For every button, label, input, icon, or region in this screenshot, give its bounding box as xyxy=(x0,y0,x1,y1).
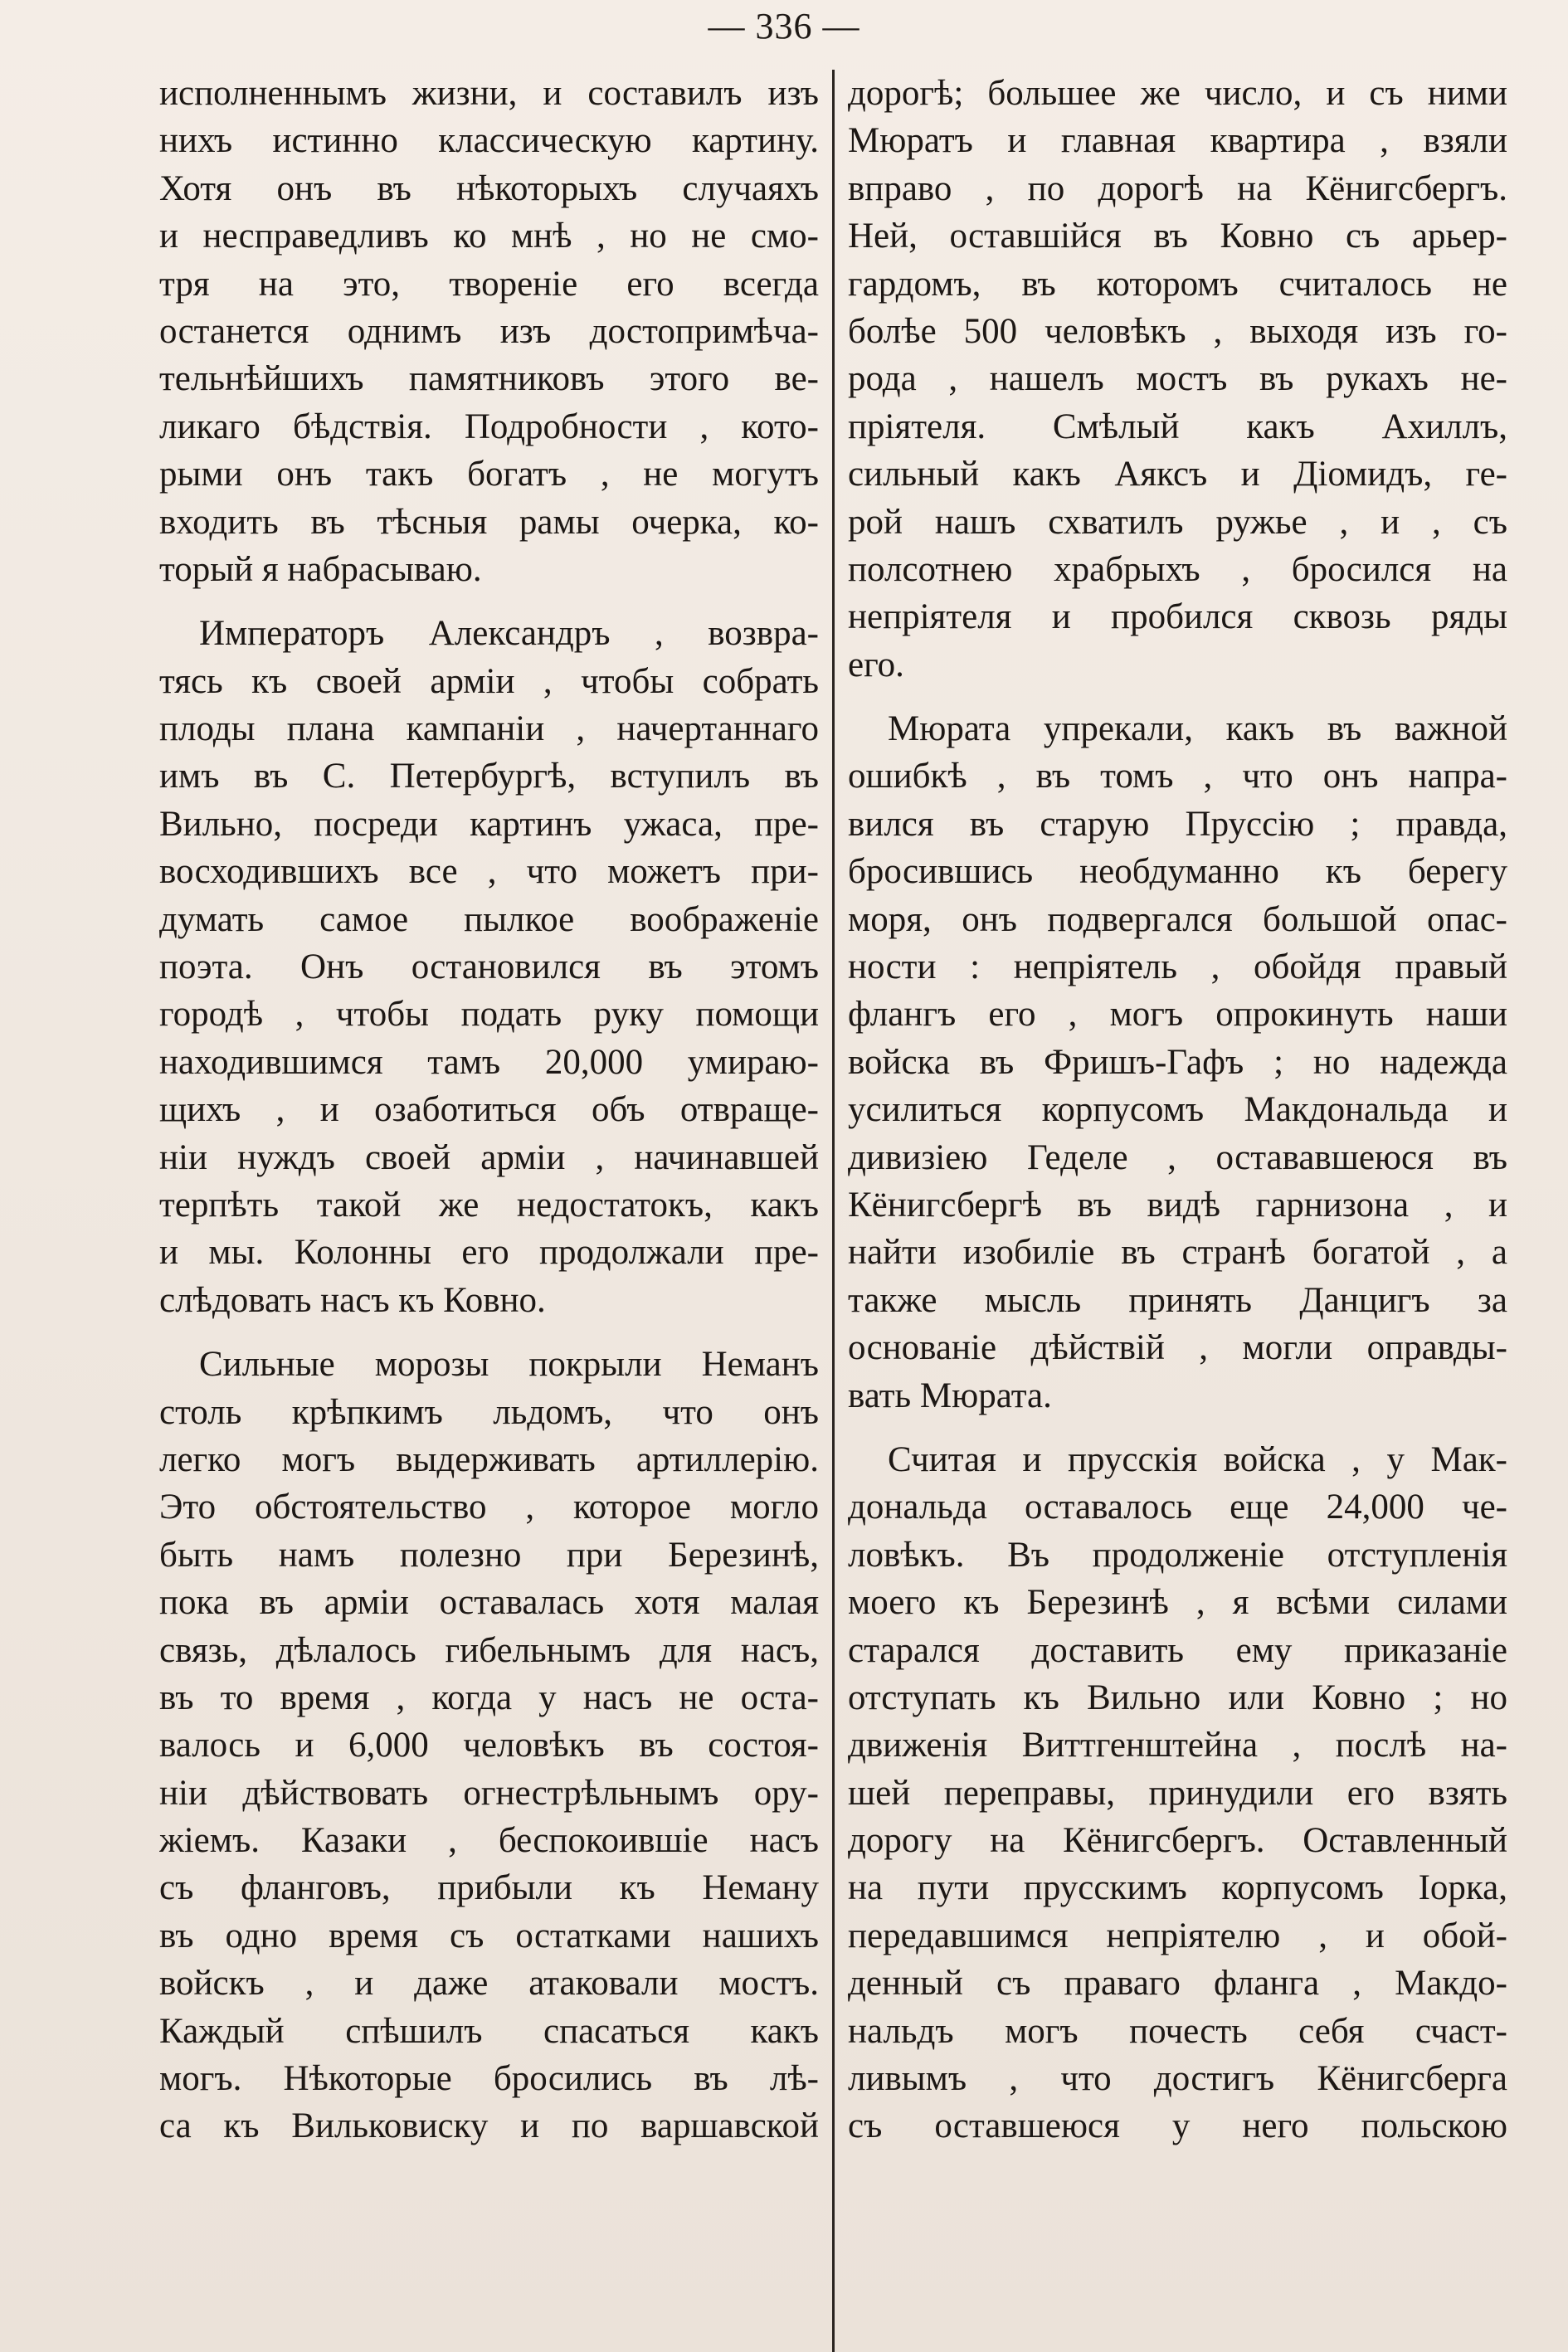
text-line: легко могъ выдерживать артиллерію. xyxy=(159,1439,819,1479)
text-line: нальдъ могъ почесть себя счаст- xyxy=(848,2011,1507,2051)
text-line: въ одно время съ остатками нашихъ xyxy=(159,1916,819,1955)
text-line: вать Мюрата. xyxy=(848,1376,1052,1415)
text-line: исполненнымъ жизни, и составилъ изъ xyxy=(159,74,819,113)
text-line: плоды плана кампаніи , начертаннаго xyxy=(159,709,819,749)
text-line: тельнѣйшихъ памятниковъ этого ве- xyxy=(159,359,819,399)
text-line: въ то время , когда у насъ не оста- xyxy=(159,1678,819,1717)
text-line: дорогу на Кёнигсбергъ. Оставленный xyxy=(848,1821,1507,1861)
text-line: войска въ Фришъ-Гафъ ; но надежда xyxy=(848,1042,1507,1082)
text-line: ликаго бѣдствія. Подробности , кото- xyxy=(159,407,819,446)
text-line: городѣ , чтобы подать руку помощи xyxy=(159,995,819,1035)
text-line: восходившихъ все , что можетъ при- xyxy=(159,852,819,892)
text-line: также мысль принять Данцигъ за xyxy=(848,1280,1507,1320)
text-line: думать самое пылкое воображеніе xyxy=(159,899,819,939)
text-line: отступать къ Вильно или Ковно ; но xyxy=(848,1678,1507,1717)
text-line: рой нашъ схватилъ ружье , и , съ xyxy=(848,502,1507,542)
text-line: ніи дѣйствовать огнестрѣльнымъ ору- xyxy=(159,1773,819,1813)
text-line: войскъ , и даже атаковали мостъ. xyxy=(159,1964,819,2004)
text-line: ловѣкъ. Въ продолженіе отступленія xyxy=(848,1535,1507,1575)
text-line: Мюрата упрекали, какъ въ важной xyxy=(888,709,1507,749)
text-line: терпѣть такой же недостатокъ, какъ xyxy=(159,1185,819,1225)
text-line: съ фланговъ, прибыли къ Неману xyxy=(159,1868,819,1908)
left-column xyxy=(159,70,819,2150)
text-line: Кёнигсбергѣ въ видѣ гарнизона , и xyxy=(848,1185,1507,1225)
text-line: тясь къ своей арміи , чтобы собрать xyxy=(159,661,819,701)
text-line: усилиться корпусомъ Макдональда и xyxy=(848,1090,1507,1130)
text-line: останется однимъ изъ достопримѣча- xyxy=(159,311,819,351)
text-line: Сильные морозы покрыли Неманъ xyxy=(199,1345,819,1385)
paragraph-gap xyxy=(848,689,1507,705)
text-line: рода , нашелъ мостъ въ рукахъ не- xyxy=(848,359,1507,399)
text-line: могъ. Нѣкоторые бросились въ лѣ- xyxy=(159,2059,819,2099)
text-line: пріятеля. Смѣлый какъ Ахиллъ, xyxy=(848,407,1507,446)
text-line: дорогѣ; большее же число, и съ ними xyxy=(848,74,1507,113)
text-line: основаніе дѣйствій , могли оправды- xyxy=(848,1328,1507,1368)
text-line: Вильно, посреди картинъ ужаса, пре- xyxy=(159,804,819,844)
text-line: денный съ праваго фланга , Макдо- xyxy=(848,1964,1507,2004)
text-line: флангъ его , могъ опрокинуть наши xyxy=(848,995,1507,1035)
text-line: непріятеля и пробился сквозь ряды xyxy=(848,597,1507,637)
text-line: быть намъ полезно при Березинѣ, xyxy=(159,1535,819,1575)
text-line: дивизіею Геделе , остававшеюся въ xyxy=(848,1137,1507,1177)
text-line: связь, дѣлалось гибельнымъ для насъ, xyxy=(159,1630,819,1670)
text-line: ошибкѣ , въ томъ , что онъ напра- xyxy=(848,757,1507,796)
text-line: Это обстоятельство , которое могло xyxy=(159,1488,819,1527)
text-line: Считая и прусскія войска , у Мак- xyxy=(888,1439,1507,1479)
text-line: бросившись необдуманно къ берегу xyxy=(848,852,1507,892)
text-line: щихъ , и озаботиться объ отвраще- xyxy=(159,1090,819,1130)
text-line: моря, онъ подвергался большой опас- xyxy=(848,899,1507,939)
text-line: съ оставшеюся у него польскою xyxy=(848,2106,1507,2146)
text-line: пока въ арміи оставалась хотя малая xyxy=(159,1583,819,1623)
text-line: вился въ старую Пруссію ; правда, xyxy=(848,804,1507,844)
text-line: старался доставить ему приказаніе xyxy=(848,1630,1507,1670)
text-line: найти изобиліе въ странѣ богатой , а xyxy=(848,1233,1507,1273)
text-line: валось и 6,000 человѣкъ въ состоя- xyxy=(159,1726,819,1765)
text-line: сильный какъ Аяксъ и Діомидъ, ге- xyxy=(848,455,1507,494)
text-line: Ней, оставшійся въ Ковно съ арьер- xyxy=(848,217,1507,256)
text-line: са къ Вильковиску и по варшавской xyxy=(159,2106,819,2146)
text-line: гардомъ, въ которомъ считалось не xyxy=(848,264,1507,304)
text-line: дональда оставалось еще 24,000 че- xyxy=(848,1488,1507,1527)
right-column xyxy=(848,70,1507,2150)
text-line: Каждый спѣшилъ спасаться какъ xyxy=(159,2011,819,2051)
text-line: движенія Виттгенштейна , послѣ на- xyxy=(848,1726,1507,1765)
text-line: поэта. Онъ остановился въ этомъ xyxy=(159,947,819,987)
text-line: и несправедливъ ко мнѣ , но не смо- xyxy=(159,217,819,256)
text-line: входить въ тѣсныя рамы очерка, ко- xyxy=(159,502,819,542)
text-line: жіемъ. Казаки , беспокоившіе насъ xyxy=(159,1821,819,1861)
text-line: имъ въ С. Петербургѣ, вступилъ въ xyxy=(159,757,819,796)
text-line: ности : непріятель , обойдя правый xyxy=(848,947,1507,987)
paragraph-gap xyxy=(159,1324,819,1341)
text-line: на пути прусскимъ корпусомъ Іорка, xyxy=(848,1868,1507,1908)
text-line: болѣе 500 человѣкъ , выходя изъ го- xyxy=(848,311,1507,351)
text-line: слѣдовать насъ къ Ковно. xyxy=(159,1280,546,1320)
text-line: Хотя онъ въ нѣкоторыхъ случаяхъ xyxy=(159,168,819,208)
text-line: и мы. Колонны его продолжали пре- xyxy=(159,1233,819,1273)
text-line: находившимся тамъ 20,000 умираю- xyxy=(159,1042,819,1082)
text-line: нихъ истинно классическую картину. xyxy=(159,121,819,161)
column-divider xyxy=(832,70,835,2352)
text-line: торый я набрасываю. xyxy=(159,549,482,589)
page-number: — 336 — xyxy=(708,6,860,46)
text-line: полсотнею храбрыхъ , бросился на xyxy=(848,549,1507,589)
text-line: столь крѣпкимъ льдомъ, что онъ xyxy=(159,1392,819,1432)
text-line: рыми онъ такъ богатъ , не могутъ xyxy=(159,455,819,494)
text-line: тря на это, твореніе его всегда xyxy=(159,264,819,304)
paragraph-gap xyxy=(848,1419,1507,1436)
text-line: Мюратъ и главная квартира , взяли xyxy=(848,121,1507,161)
text-line: ливымъ , что достигъ Кёнигсберга xyxy=(848,2059,1507,2099)
text-line: передавшимся непріятелю , и обой- xyxy=(848,1916,1507,1955)
text-line: ніи нуждъ своей арміи , начинавшей xyxy=(159,1137,819,1177)
text-line: моего къ Березинѣ , я всѣми силами xyxy=(848,1583,1507,1623)
text-line: его. xyxy=(848,645,904,684)
paragraph-gap xyxy=(159,593,819,610)
text-line: Императоръ Александръ , возвра- xyxy=(199,614,819,654)
text-line: шей переправы, принудили его взять xyxy=(848,1773,1507,1813)
text-line: вправо , по дорогѣ на Кёнигсбергъ. xyxy=(848,168,1507,208)
